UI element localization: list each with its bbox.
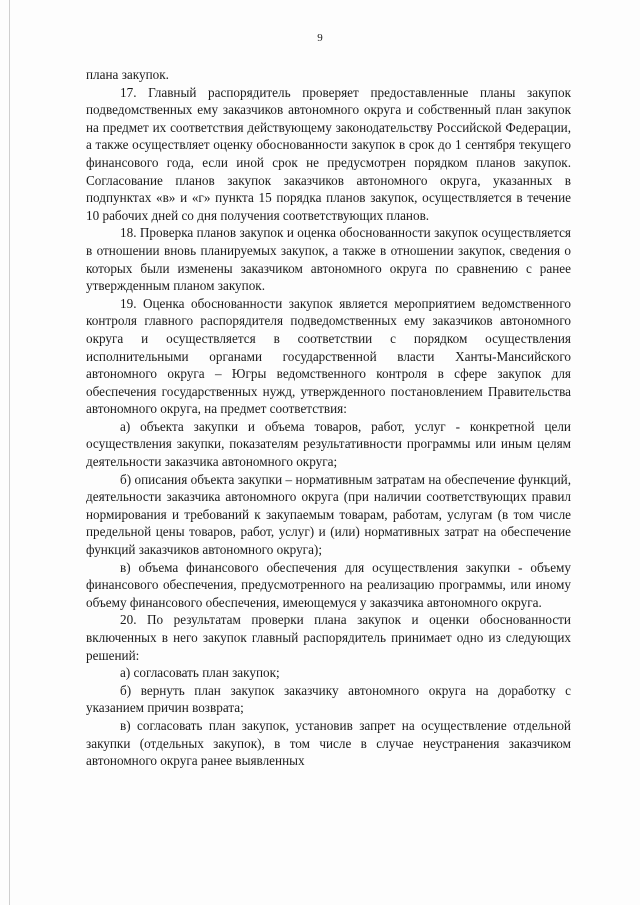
paragraph-19-b: б) описания объекта закупки – нормативным затратам на обеспечение функций, деятельности заказчика автономного округа (при наличии соответствующих правил нормирования и требований к закупаемым товарам, работам, услугам (в том числе предельной цены товаров, работ, услуг) и (или) нормативных затрат на обеспечение функций заказчиков автономного округа);	[86, 471, 571, 558]
paragraph-19-a: а) объекта закупки и объема товаров, работ, услуг - конкретной цели осуществления закупки, показателям результативности программы или иным целям деятельности заказчика автономного округа;	[86, 418, 571, 470]
paragraph-19: 19. Оценка обоснованности закупок является мероприятием ведомственного контроля главного распорядителя подведомственных ему заказчиков автономного округа и осуществляется в соответствии с порядком осуществления исполнительными органами государственной власти Ханты-Мансийского автономного округа – Югры ведомственного контроля в сфере закупок для обеспечения государственных нужд, утвержденного постановлением Правительства автономного округа, на предмет соответствия:	[86, 295, 571, 417]
paragraph-19-v: в) объема финансового обеспечения для осуществления закупки - объему финансового обеспечения, предусмотренного на реализацию программы, или иному объему финансового обеспечения, имеющемуся у заказчика автономного округа.	[86, 559, 571, 610]
document-body	[86, 66, 571, 770]
paragraph-20: 20. По результатам проверки плана закупок и оценки обоснованности включенных в него закупок главный распорядитель принимает одно из следующих решений:	[86, 612, 571, 663]
paragraph-20-v: в) согласовать план закупок, установив запрет на осуществление отдельной закупки (отдельных закупок), в том числе в случае неустранения заказчиком автономного округа ранее выявленных	[86, 717, 571, 769]
scan-edge-line	[9, 0, 10, 905]
paragraph-20-a: а) согласовать план закупок;	[120, 665, 280, 681]
page-number: 9	[317, 32, 323, 44]
paragraph-18: 18. Проверка планов закупок и оценка обоснованности закупок осуществляется в отношении вновь планируемых закупок, а также в отношении закупок, сведения о которых были изменены заказчиком автономного округа по сравнению с ранее утвержденным планом закупок.	[86, 225, 571, 294]
paragraph-continuation: плана закупок.	[86, 67, 169, 82]
paragraph-20-b: б) вернуть план закупок заказчику автономного округа на доработку с указанием причин возврата;	[86, 682, 571, 716]
paragraph-17: 17. Главный распорядитель проверяет предоставленные планы закупок подведомственных ему заказчиков автономного округа и собственный план закупок на предмет их соответствия действующему законодательству Российской Федерации, а также осуществляет оценку обоснованности закупок в срок до 1 сентября текущего финансового года, если иной срок не предусмотрен порядком планов закупок. Согласование планов закупок заказчиков автономного округа, указанных в подпунктах «в» и «г» пункта 15 порядка планов закупок, осуществляется в течение 10 рабочих дней со дня получения соответствующих планов.	[86, 84, 571, 223]
